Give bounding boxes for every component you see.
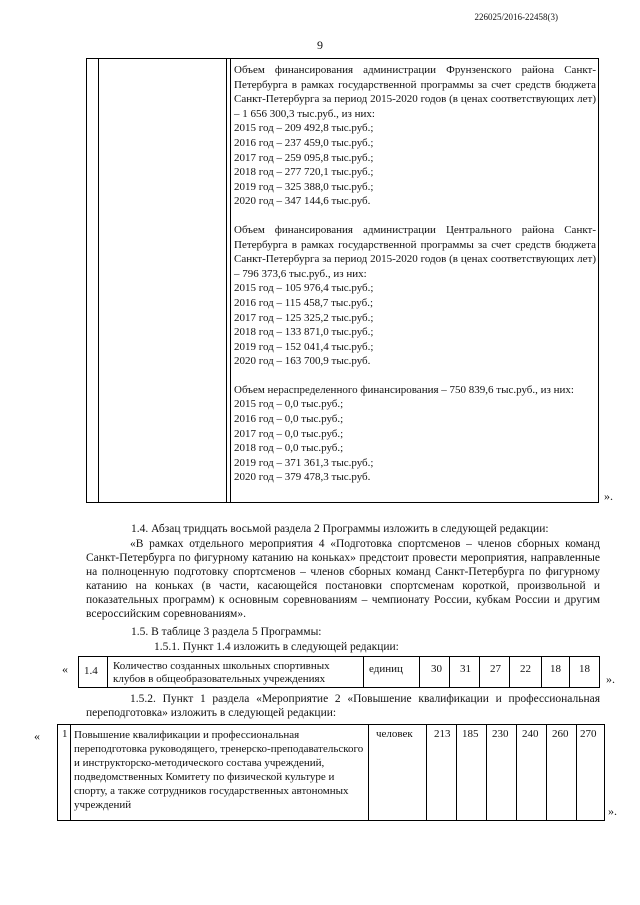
frunzensky-intro: Объем финансирования администрации Фрунзенского района Санкт-Петербурга в рамках государственной программы за счет средств бюджета Санкт-Петербурга за период 2015-2020 годов (в ценах соответствующих лет) – 1 656 300,3 тыс.руб., из них:	[234, 64, 596, 120]
item-value: 18	[579, 663, 590, 675]
section-1-4: 1.4. Абзац тридцать восьмой раздела 2 Программы изложить в следующей редакции:	[131, 523, 549, 535]
unallocated-intro: Объем нераспределенного финансирования – 750 839,6 тыс.руб., из них:	[234, 383, 574, 396]
item-number: 1.4	[84, 665, 98, 677]
central-year: 2020 год – 163 700,9 тыс.руб.	[234, 355, 371, 368]
central-year: 2018 год – 133 871,0 тыс.руб.;	[234, 326, 374, 339]
table-divider	[226, 59, 227, 502]
funding-table	[86, 58, 599, 503]
unallocated-year: 2017 год – 0,0 тыс.руб.;	[234, 427, 344, 440]
item-value: 240	[522, 728, 539, 740]
section-1-5-1: 1.5.1. Пункт 1.4 изложить в следующей редакции:	[154, 641, 399, 653]
document-id: 226025/2016-22458(3)	[474, 12, 558, 22]
page-number: 9	[317, 38, 323, 52]
central-year: 2016 год – 115 458,7 тыс.руб.;	[234, 296, 374, 309]
open-quote: «	[62, 662, 68, 676]
table-divider	[98, 59, 99, 502]
frunzensky-year: 2018 год – 277 720,1 тыс.руб.;	[234, 166, 374, 179]
section-1-5-2: 1.5.2. Пункт 1 раздела «Мероприятие 2 «Повышение квалификации и профессиональная переподготовка» изложить в следующей редакции:	[86, 693, 600, 719]
table-divider	[230, 59, 231, 502]
item-unit: единиц	[369, 663, 403, 675]
item-value: 270	[580, 728, 597, 740]
funding-cell	[234, 63, 596, 485]
central-year: 2019 год – 152 041,4 тыс.руб.;	[234, 340, 374, 353]
item-name: Повышение квалификации и профессиональная переподготовка руководящего, тренерско-преподавательского и инструкторско-методического состава учреждений, подведомственных Комитету по физической культуре и спорту, а также сотрудников государственных автономных учреждений	[74, 729, 364, 811]
item-value: 260	[552, 728, 569, 740]
item-value: 30	[431, 663, 442, 675]
unallocated-year: 2015 год – 0,0 тыс.руб.;	[234, 398, 344, 411]
table-item-1	[57, 724, 605, 821]
open-quote: «	[34, 729, 40, 743]
item-value: 22	[520, 663, 531, 675]
unallocated-year: 2019 год – 371 361,3 тыс.руб.;	[234, 456, 374, 469]
unallocated-year: 2016 год – 0,0 тыс.руб.;	[234, 413, 344, 426]
frunzensky-year: 2020 год – 347 144,6 тыс.руб.	[234, 195, 371, 208]
item-value: 31	[460, 663, 471, 675]
central-year: 2015 год – 105 976,4 тыс.руб.;	[234, 282, 374, 295]
close-quote: ».	[606, 672, 615, 686]
item-unit: человек	[376, 728, 413, 740]
table-item-1-4	[78, 656, 600, 688]
unallocated-year: 2020 год – 379 478,3 тыс.руб.	[234, 471, 371, 484]
item-value: 230	[492, 728, 509, 740]
item-number: 1	[62, 728, 68, 740]
frunzensky-year: 2017 год – 259 095,8 тыс.руб.;	[234, 151, 374, 164]
section-1-4-quote: «В рамках отдельного мероприятия 4 «Подготовка спортсменов – членов сборных команд Санкт-Петербурга по фигурному катанию на коньках» предстоит провести мероприятия, направленные на полноценную подготовку спортсменов – членов сборных команд Санкт-Петербурга по фигурному катанию на коньках (в части, касающейся постановки спортсменам короткой, произвольной и показательных программ) к основным соревнованиям – чемпионату России, кубкам России и другим всероссийским соревнованиям».	[86, 538, 600, 620]
item-value: 18	[550, 663, 561, 675]
section-1-5: 1.5. В таблице 3 раздела 5 Программы:	[131, 626, 322, 638]
frunzensky-year: 2019 год – 325 388,0 тыс.руб.;	[234, 180, 374, 193]
close-quote: ».	[608, 804, 617, 818]
frunzensky-year: 2016 год – 237 459,0 тыс.руб.;	[234, 136, 374, 149]
item-value: 213	[434, 728, 451, 740]
central-intro: Объем финансирования администрации Центрального района Санкт-Петербурга в рамках государственной программы за счет средств бюджета Санкт-Петербурга за период 2015-2020 годов (в ценах соответствующих лет) – 796 373,6 тыс.руб., из них:	[234, 223, 596, 280]
close-quote: ».	[604, 489, 613, 503]
central-year: 2017 год – 125 325,2 тыс.руб.;	[234, 311, 374, 324]
item-name: Количество созданных школьных спортивных клубов в общеобразовательных учреждениях	[113, 660, 330, 685]
frunzensky-year: 2015 год – 209 492,8 тыс.руб.;	[234, 122, 374, 135]
item-value: 185	[462, 728, 479, 740]
unallocated-year: 2018 год – 0,0 тыс.руб.;	[234, 442, 344, 455]
item-value: 27	[490, 663, 501, 675]
